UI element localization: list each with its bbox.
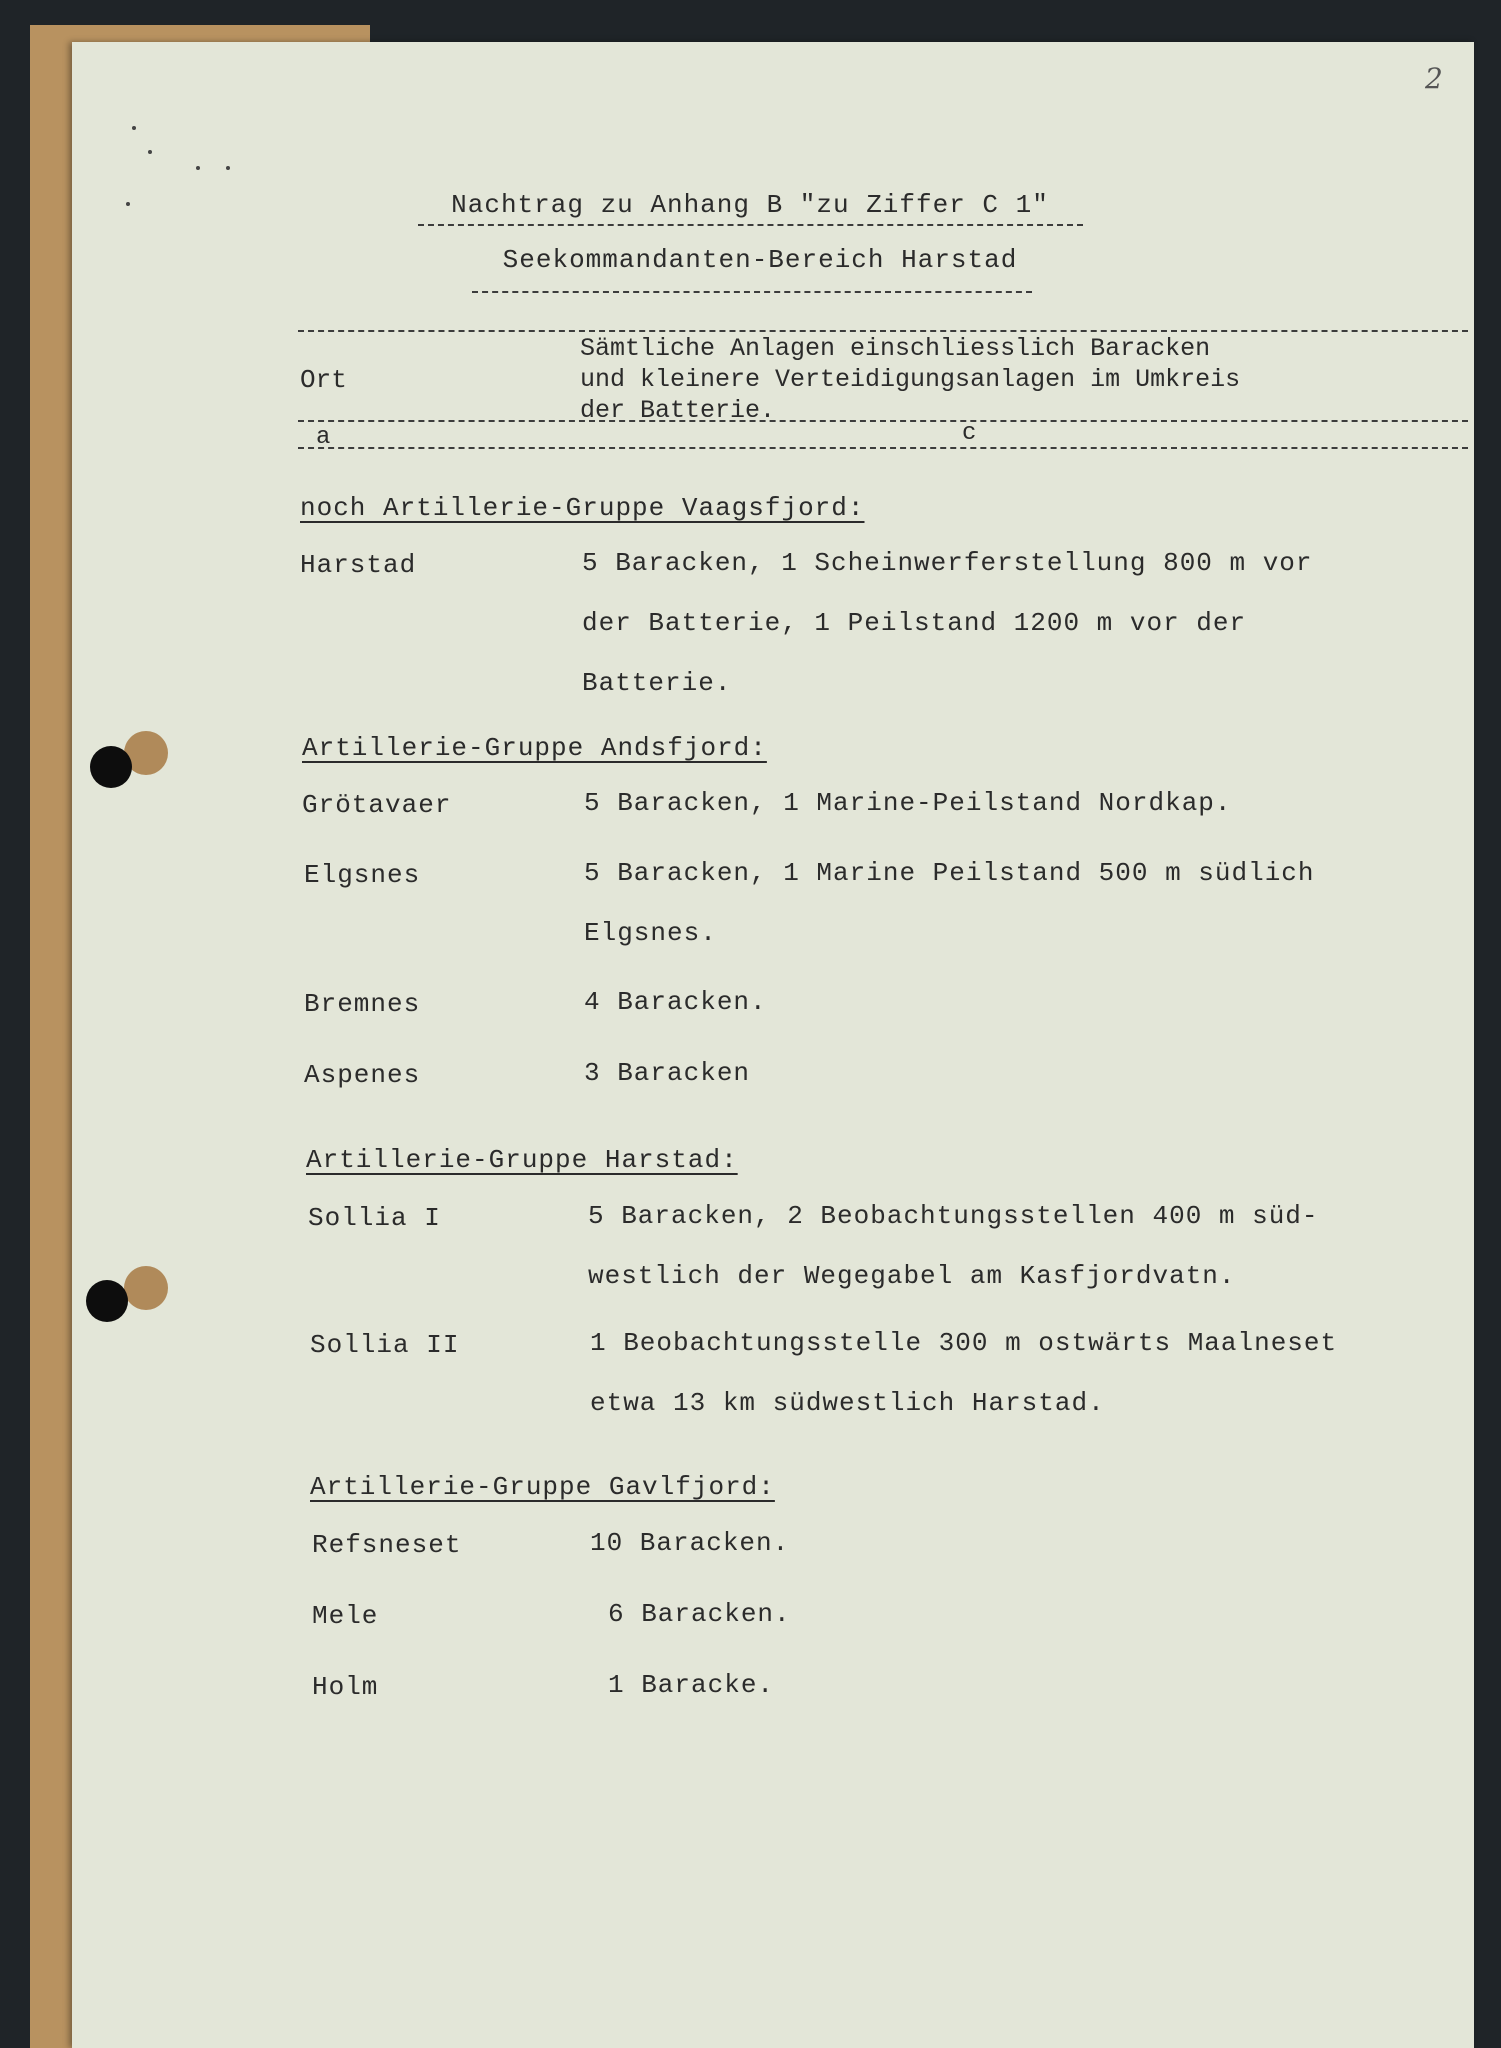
place-groetavaer: Grötavaer bbox=[302, 790, 452, 820]
punch-hole-lower bbox=[86, 1280, 128, 1322]
speck bbox=[196, 166, 200, 170]
group-heading-gavlfjord: Artillerie-Gruppe Gavlfjord: bbox=[310, 1472, 775, 1502]
description-line: 5 Baracken, 1 Marine Peilstand 500 m südlich bbox=[584, 858, 1315, 888]
column-a-label: Ort bbox=[300, 365, 347, 395]
description-holm bbox=[608, 1655, 1368, 1715]
place-sollia-ii: Sollia II bbox=[310, 1330, 460, 1360]
column-c-line: der Batterie. bbox=[580, 396, 776, 425]
description-line: Batterie. bbox=[582, 668, 732, 698]
document-subtitle: Seekommandanten-Bereich Harstad bbox=[502, 245, 1018, 275]
column-a-letter: a bbox=[316, 424, 331, 451]
description-line: 4 Baracken. bbox=[584, 987, 767, 1017]
page-number: 2 bbox=[1425, 62, 1443, 95]
place-refsneset: Refsneset bbox=[312, 1530, 462, 1560]
description-line: westlich der Wegegabel am Kasfjordvatn. bbox=[588, 1261, 1236, 1291]
punch-hole-stain-lower bbox=[124, 1266, 168, 1310]
group-heading-andsfjord: Artillerie-Gruppe Andsfjord: bbox=[302, 733, 767, 763]
description-harstad bbox=[582, 533, 1342, 713]
speck bbox=[226, 166, 230, 170]
description-line: Elgsnes. bbox=[584, 918, 717, 948]
header-rule-middle bbox=[298, 420, 1468, 422]
description-line: 10 Baracken. bbox=[590, 1528, 790, 1558]
place-holm: Holm bbox=[312, 1672, 379, 1702]
description-line: 5 Baracken, 1 Scheinwerferstellung 800 m vor bbox=[582, 548, 1313, 578]
description-sollia-ii bbox=[590, 1313, 1350, 1433]
column-c-line: und kleinere Verteidigungsanlagen im Umkreis bbox=[580, 365, 1241, 394]
place-aspenes: Aspenes bbox=[304, 1060, 421, 1090]
column-c-label bbox=[580, 333, 1240, 426]
description-refsneset bbox=[590, 1513, 1350, 1573]
description-line: 5 Baracken, 2 Beobachtungsstellen 400 m süd- bbox=[588, 1201, 1319, 1231]
speck bbox=[148, 150, 152, 154]
speck bbox=[132, 126, 136, 130]
place-mele: Mele bbox=[312, 1601, 379, 1631]
place-harstad: Harstad bbox=[300, 550, 417, 580]
description-line: 5 Baracken, 1 Marine-Peilstand Nordkap. bbox=[584, 788, 1232, 818]
header-rule-bottom bbox=[298, 447, 1468, 449]
description-line: 3 Baracken bbox=[584, 1058, 751, 1088]
speck bbox=[126, 202, 130, 206]
column-c-line: Sämtliche Anlagen einschliesslich Baracken bbox=[580, 334, 1211, 363]
document-title: Nachtrag zu Anhang B "zu Ziffer C 1" bbox=[451, 190, 1049, 220]
description-line: 1 Beobachtungsstelle 300 m ostwärts Maalneset bbox=[590, 1328, 1338, 1358]
description-bremnes bbox=[584, 972, 1344, 1032]
description-sollia-i bbox=[588, 1186, 1348, 1306]
punch-hole-upper bbox=[90, 746, 132, 788]
column-c-letter: c bbox=[962, 420, 977, 447]
group-heading-vaagsfjord: noch Artillerie-Gruppe Vaagsfjord: bbox=[300, 493, 865, 523]
description-elgsnes bbox=[584, 843, 1344, 963]
description-mele bbox=[608, 1584, 1368, 1644]
description-line: etwa 13 km südwestlich Harstad. bbox=[590, 1388, 1105, 1418]
description-line: 1 Baracke. bbox=[608, 1670, 775, 1700]
description-groetavaer bbox=[584, 773, 1344, 833]
place-elgsnes: Elgsnes bbox=[304, 860, 421, 890]
description-line: 6 Baracken. bbox=[608, 1599, 791, 1629]
place-bremnes: Bremnes bbox=[304, 989, 421, 1019]
title-underline bbox=[418, 224, 1083, 226]
description-line: der Batterie, 1 Peilstand 1200 m vor der bbox=[582, 608, 1247, 638]
header-rule-top bbox=[298, 330, 1468, 332]
subtitle-underline bbox=[472, 291, 1032, 293]
description-aspenes bbox=[584, 1043, 1344, 1103]
group-heading-harstad: Artillerie-Gruppe Harstad: bbox=[306, 1145, 738, 1175]
place-sollia-i: Sollia I bbox=[308, 1203, 441, 1233]
